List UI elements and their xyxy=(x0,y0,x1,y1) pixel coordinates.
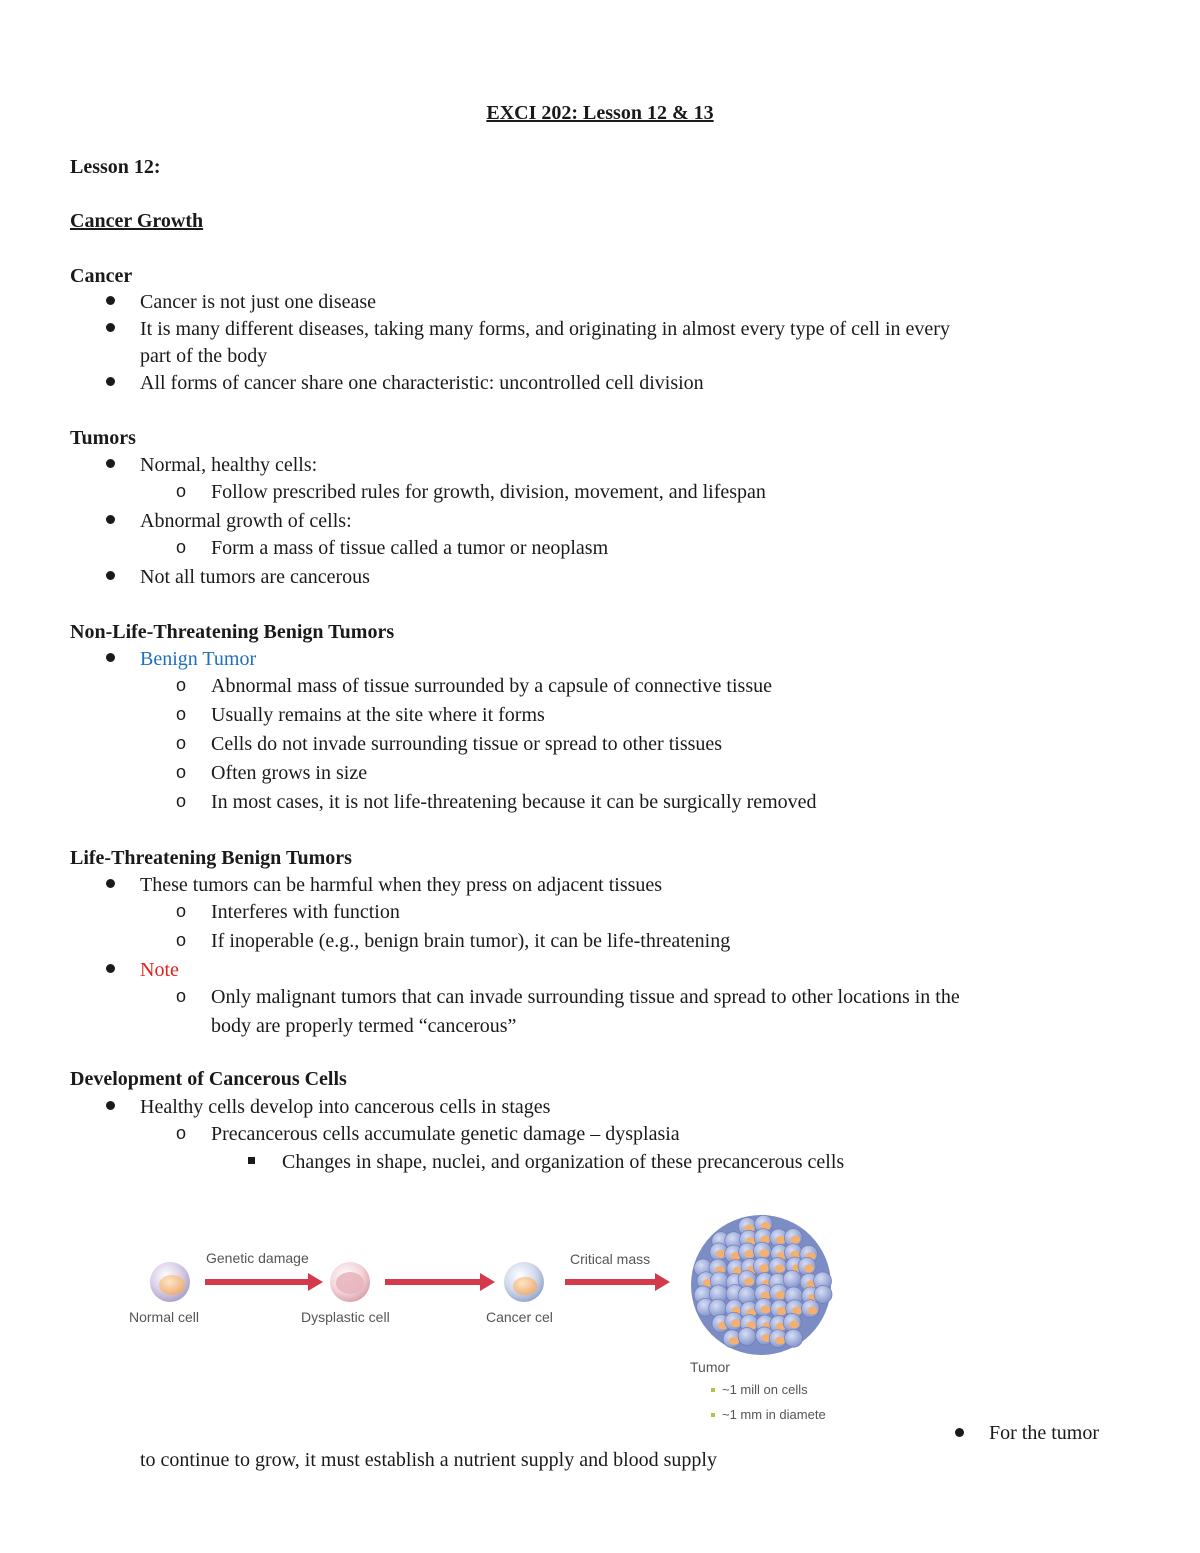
note-sub-bullet-continuation: body are properly termed “cancerous” xyxy=(211,1015,517,1037)
tumor-bullet-icon xyxy=(711,1388,715,1392)
circle-bullet-icon: o xyxy=(176,537,187,557)
arrow-icon xyxy=(385,1273,495,1291)
life-bullet: These tumors can be harmful when they press on adjacent tissues xyxy=(140,874,663,896)
tumors-heading: Tumors xyxy=(70,427,136,449)
development-bullet: Healthy cells develop into cancerous cells in stages xyxy=(140,1096,551,1118)
cancer-cell-label: Cancer cel xyxy=(486,1309,553,1325)
last-bullet-start: For the tumor xyxy=(989,1422,1099,1444)
tumor-detail: ~1 mill on cells xyxy=(722,1382,808,1397)
tumors-sub-bullet: Follow prescribed rules for growth, division, movement, and lifespan xyxy=(211,481,766,503)
bullet-icon xyxy=(955,1428,964,1437)
life-sub-bullet: If inoperable (e.g., benign brain tumor), it can be life-threatening xyxy=(211,930,731,952)
non-life-sub-bullet: Cells do not invade surrounding tissue or spread to other tissues xyxy=(211,733,723,755)
circle-bullet-icon: o xyxy=(176,675,187,695)
cancer-heading: Cancer xyxy=(70,265,133,287)
cancer-bullet: It is many different diseases, taking many forms, and originating in almost every type of cell in every xyxy=(140,318,950,340)
dysplastic-cell-icon xyxy=(330,1262,370,1302)
tumor-detail: ~1 mm in diamete xyxy=(722,1407,826,1422)
normal-cell-label: Normal cell xyxy=(129,1309,200,1325)
tumor-label: Tumor xyxy=(690,1359,730,1375)
arrow-icon xyxy=(205,1273,323,1291)
section-heading: Cancer Growth xyxy=(70,210,204,232)
circle-bullet-icon: o xyxy=(176,901,187,921)
cancer-bullet: All forms of cancer share one characteristic: uncontrolled cell division xyxy=(140,372,704,394)
life-heading: Life-Threatening Benign Tumors xyxy=(70,847,352,869)
non-life-heading: Non-Life-Threatening Benign Tumors xyxy=(70,621,395,643)
benign-tumor-label: Benign Tumor xyxy=(140,648,257,670)
circle-bullet-icon: o xyxy=(176,791,187,811)
circle-bullet-icon: o xyxy=(176,762,187,782)
dysplastic-cell-label: Dysplastic cell xyxy=(301,1309,390,1325)
development-sub-bullet: Precancerous cells accumulate genetic damage – dysplasia xyxy=(211,1123,680,1145)
circle-bullet-icon: o xyxy=(176,1123,187,1143)
non-life-sub-bullet: Abnormal mass of tissue surrounded by a capsule of connective tissue xyxy=(211,675,772,697)
cancer-bullet-continuation: part of the body xyxy=(140,345,268,367)
tumors-bullet: Normal, healthy cells: xyxy=(140,454,318,476)
tumors-bullet: Abnormal growth of cells: xyxy=(140,510,352,532)
life-sub-bullet: Interferes with function xyxy=(211,901,400,923)
genetic-damage-label: Genetic damage xyxy=(206,1250,309,1266)
last-bullet-continuation: to continue to grow, it must establish a nutrient supply and blood supply xyxy=(140,1449,717,1471)
tumor-mass-icon xyxy=(691,1215,832,1355)
tumors-sub-bullet: Form a mass of tissue called a tumor or neoplasm xyxy=(211,537,609,559)
critical-mass-label: Critical mass xyxy=(570,1251,651,1267)
note-label: Note xyxy=(140,959,179,981)
tumors-bullet: Not all tumors are cancerous xyxy=(140,566,370,588)
cancer-bullet: Cancer is not just one disease xyxy=(140,291,377,313)
circle-bullet-icon: o xyxy=(176,930,187,950)
circle-bullet-icon: o xyxy=(176,704,187,724)
circle-bullet-icon: o xyxy=(176,733,187,753)
tumor-bullet-icon xyxy=(711,1413,715,1417)
development-sub-sub-bullet: Changes in shape, nuclei, and organization of these precancerous cells xyxy=(282,1151,845,1173)
lesson-heading: Lesson 12: xyxy=(70,156,161,178)
note-sub-bullet: Only malignant tumors that can invade surrounding tissue and spread to other locations in the xyxy=(211,986,960,1008)
non-life-sub-bullet: Often grows in size xyxy=(211,762,368,784)
arrow-icon xyxy=(565,1273,670,1291)
non-life-sub-bullet: In most cases, it is not life-threatening because it can be surgically removed xyxy=(211,791,817,813)
circle-bullet-icon: o xyxy=(176,986,187,1006)
cancer-cell-icon xyxy=(504,1262,544,1302)
document-title: EXCI 202: Lesson 12 & 13 xyxy=(486,102,714,124)
normal-cell-icon xyxy=(150,1262,190,1302)
development-heading: Development of Cancerous Cells xyxy=(70,1068,347,1090)
non-life-sub-bullet: Usually remains at the site where it forms xyxy=(211,704,545,726)
circle-bullet-icon: o xyxy=(176,481,187,501)
